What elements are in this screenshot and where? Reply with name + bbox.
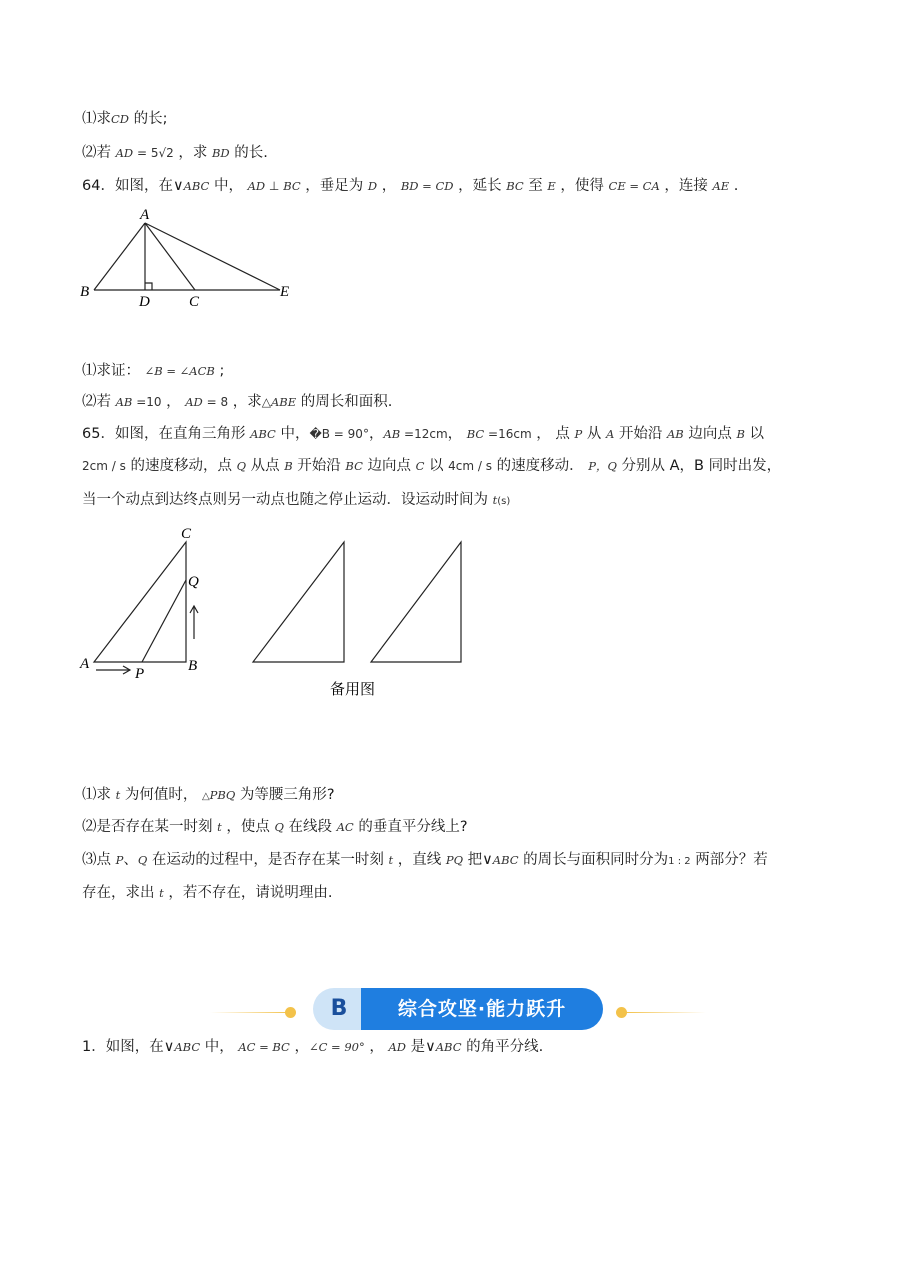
section-title: 综合攻坚·能力跃升 — [361, 988, 603, 1030]
q65-part3-line2: 存在，求出 t ，若不存在，请说明理由. — [82, 885, 333, 901]
banner-left-line — [210, 1012, 290, 1013]
label-C: C — [181, 526, 192, 542]
q64-part1: ⑴求证： ∠B = ∠ACB ; — [82, 363, 225, 379]
q65-part1: ⑴求 t 为何值时， △PBQ 为等腰三角形? — [82, 787, 335, 803]
q64-stem: 64．如图，在∨ABC 中， AD ⊥ BC ，垂足为 D ， BD = CD ，延长 BC 至 E ，使得 CE = CA ，连接 AE . — [82, 178, 739, 194]
section-letter: B — [313, 988, 365, 1030]
q65-stem-line3: 当一个动点到达终点则另一动点也随之停止运动．设运动时间为 t(s) — [82, 492, 511, 508]
q65-stem-line1: 65．如图，在直角三角形 ABC 中，�B = 90°，AB =12cm， BC =16cm ， 点 P 从 A 开始沿 AB 边向点 B 以 — [82, 426, 765, 442]
label-A: A — [140, 207, 150, 223]
q63-part1: ⑴求CD 的长; — [82, 111, 168, 127]
section-banner — [313, 988, 603, 1030]
q65-part3-line1: ⑶点 P、Q 在运动的过程中，是否存在某一时刻 t ，直线 PQ 把∨ABC 的周长与面积同时分为1 : 2 两部分？若 — [82, 852, 768, 868]
label-D: D — [139, 294, 150, 310]
banner-left-dot — [285, 1007, 296, 1018]
banner-right-line — [626, 1012, 706, 1013]
label-Q: Q — [188, 574, 199, 590]
label-B: B — [188, 658, 198, 674]
q63-part2: ⑵若 AD = 5√2 ，求 BD 的长. — [82, 145, 268, 161]
q65-stem-line2: 2cm / s 的速度移动，点 Q 从点 B 开始沿 BC 边向点 C 以 4cm / s 的速度移动． P，Q 分别从 A，B 同时出发， — [82, 458, 782, 474]
math-cd: CD — [111, 112, 130, 126]
q64-part2: ⑵若 AB =10 ， AD = 8 ，求△ABE 的周长和面积. — [82, 394, 393, 410]
label-P: P — [135, 666, 145, 682]
q65-part2: ⑵是否存在某一时刻 t ，使点 Q 在线段 AC 的垂直平分线上? — [82, 819, 468, 835]
label-C: C — [189, 294, 200, 310]
label-E: E — [280, 284, 290, 300]
label-B: B — [80, 284, 90, 300]
backup-caption: 备用图 — [330, 682, 376, 698]
label-A: A — [80, 656, 90, 672]
qb1-stem: 1．如图，在∨ABC 中， AC = BC ，∠C = 90° ， AD 是∨ABC 的角平分线. — [82, 1039, 544, 1055]
q65-figures — [78, 522, 478, 702]
q64-figure — [78, 202, 308, 312]
